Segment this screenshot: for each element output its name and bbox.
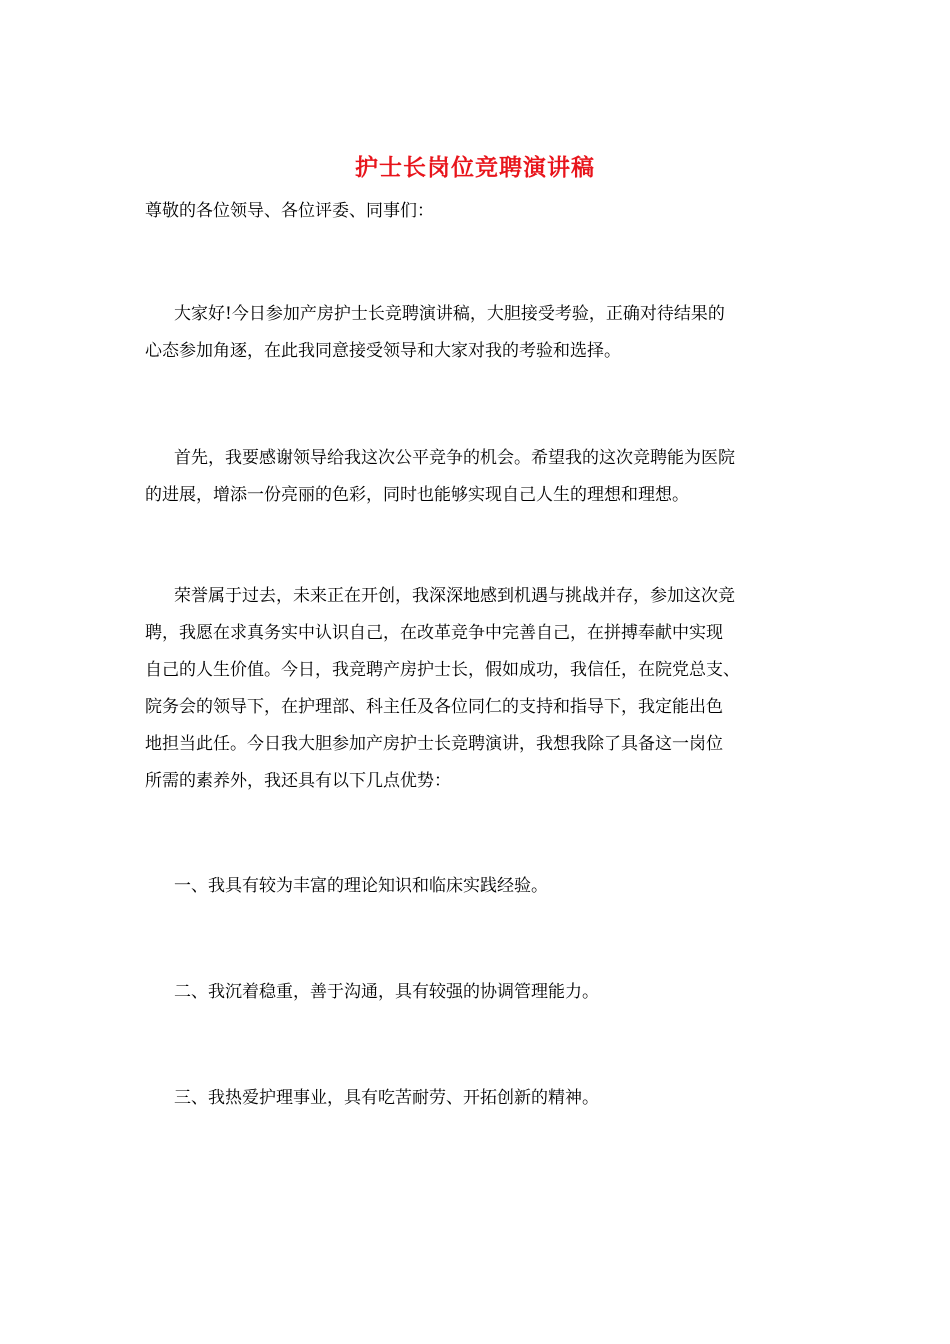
paragraph-line: 大家好!今日参加产房护士长竞聘演讲稿，大胆接受考验，正确对待结果的 xyxy=(174,304,725,324)
advantage-item-1 xyxy=(145,868,810,905)
document-title: 护士长岗位竞聘演讲稿 xyxy=(355,154,595,181)
paragraph-2 xyxy=(145,440,810,514)
paragraph-line: 所需的素养外，我还具有以下几点优势： xyxy=(145,771,451,791)
paragraph-line: 心态参加角逐，在此我同意接受领导和大家对我的考验和选择。 xyxy=(145,341,621,361)
advantage-item-3 xyxy=(145,1080,810,1117)
paragraph-line: 一、我具有较为丰富的理论知识和临床实践经验。 xyxy=(174,876,548,896)
salutation: 尊敬的各位领导、各位评委、同事们： xyxy=(145,201,434,221)
paragraph-line: 的进展，增添一份亮丽的色彩，同时也能够实现自己人生的理想和理想。 xyxy=(145,485,689,505)
paragraph-line: 荣誉属于过去，未来正在开创，我深深地感到机遇与挑战并存，参加这次竞 xyxy=(174,586,735,606)
paragraph-line: 自己的人生价值。今日，我竞聘产房护士长，假如成功，我信任，在院党总支、 xyxy=(145,660,740,680)
advantage-item-2 xyxy=(145,974,810,1011)
paragraph-3 xyxy=(145,578,810,800)
paragraph-line: 首先，我要感谢领导给我这次公平竞争的机会。希望我的这次竞聘能为医院 xyxy=(174,448,735,468)
paragraph-line: 聘，我愿在求真务实中认识自己，在改革竞争中完善自己，在拼搏奉献中实现 xyxy=(145,623,723,643)
paragraph-line: 三、我热爱护理事业，具有吃苦耐劳、开拓创新的精神。 xyxy=(174,1088,599,1108)
paragraph-line: 二、我沉着稳重，善于沟通，具有较强的协调管理能力。 xyxy=(174,982,599,1002)
paragraph-1 xyxy=(145,296,810,370)
paragraph-line: 院务会的领导下，在护理部、科主任及各位同仁的支持和指导下，我定能出色 xyxy=(145,697,723,717)
paragraph-line: 地担当此任。今日我大胆参加产房护士长竞聘演讲，我想我除了具备这一岗位 xyxy=(145,734,723,754)
